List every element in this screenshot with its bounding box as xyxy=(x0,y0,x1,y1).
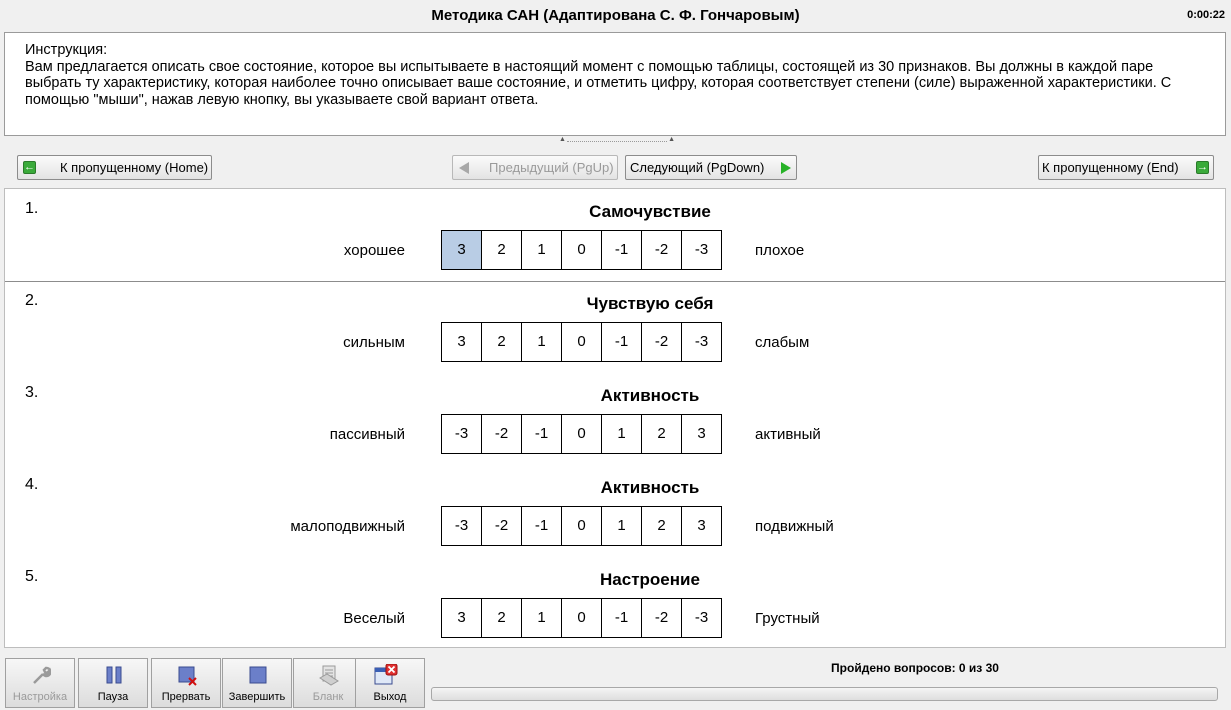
question-title: Активность xyxy=(600,386,700,405)
left-pole-label: сильным xyxy=(343,334,405,351)
page-title: Методика САН (Адаптирована С. Ф. Гончаровым) xyxy=(431,7,800,24)
finish-button[interactable] xyxy=(222,658,292,708)
question-2 xyxy=(5,281,1225,373)
left-pole-label: пассивный xyxy=(329,426,405,443)
instruction-text: Вам предлагается описать свое состояние, которое вы испытываете в настоящий момент с помощью таблицы, состоящей из 30 признаков. Вы должны в каждой паре выбрать ту характеристику, которая наиболее точно описывает ваше состояние, и отметить цифру, которая соответствует степени (силе) выраженной характеристики. С помощью "мыши", нажав левую кнопку, вы указываете свой вариант ответа. xyxy=(25,58,1172,108)
scale-option[interactable]: 2 xyxy=(482,598,522,638)
arrow-left-icon xyxy=(23,161,36,174)
prev-button[interactable] xyxy=(452,155,618,180)
scale-option[interactable]: 1 xyxy=(602,414,642,454)
skip-end-button[interactable] xyxy=(1038,155,1214,180)
scale-option[interactable]: -2 xyxy=(642,230,682,270)
scale-option[interactable]: 3 xyxy=(442,598,482,638)
right-pole-label: активный xyxy=(755,426,821,443)
question-number: 3. xyxy=(25,384,39,401)
settings-button[interactable] xyxy=(5,658,75,708)
scale-option[interactable]: -1 xyxy=(522,506,562,546)
timer: 0:00:22 xyxy=(1187,9,1225,21)
pause-label: Пауза xyxy=(97,691,129,703)
scale-option[interactable]: 1 xyxy=(522,598,562,638)
scale-option[interactable]: 3 xyxy=(442,322,482,362)
scale-option[interactable]: 0 xyxy=(562,506,602,546)
scale-option[interactable]: 1 xyxy=(522,322,562,362)
skip-end-label: К пропущенному (End) xyxy=(1042,160,1179,175)
stop-icon xyxy=(248,664,268,686)
rating-scale xyxy=(441,598,722,638)
scale-option[interactable]: -1 xyxy=(602,230,642,270)
question-1 xyxy=(5,189,1225,282)
scale-option[interactable]: 2 xyxy=(482,322,522,362)
question-4 xyxy=(5,465,1225,557)
rating-scale xyxy=(441,506,722,546)
splitter-up-icon: ▲ xyxy=(559,136,566,143)
left-pole-label: Веселый xyxy=(343,610,405,627)
question-number: 2. xyxy=(25,292,39,309)
scale-option[interactable]: 3 xyxy=(442,230,482,270)
exit-label: Выход xyxy=(373,691,407,703)
scale-option[interactable]: -2 xyxy=(642,598,682,638)
right-pole-label: Грустный xyxy=(755,610,820,627)
exit-window-icon xyxy=(374,664,398,686)
scale-option[interactable]: -2 xyxy=(482,414,522,454)
rating-scale xyxy=(441,230,722,270)
question-5 xyxy=(5,557,1225,648)
scale-option[interactable]: 0 xyxy=(562,322,602,362)
skip-home-button[interactable] xyxy=(17,155,212,180)
scale-option[interactable]: 1 xyxy=(522,230,562,270)
arrow-left-icon xyxy=(459,162,469,174)
arrow-right-icon xyxy=(1196,161,1209,174)
right-pole-label: подвижный xyxy=(755,518,834,535)
progress-label: Пройдено вопросов: 0 из 30 xyxy=(831,661,999,675)
scale-option[interactable]: -2 xyxy=(642,322,682,362)
question-title: Самочувствие xyxy=(589,202,711,221)
scale-option[interactable]: 3 xyxy=(682,414,722,454)
question-title: Настроение xyxy=(600,570,700,589)
scale-option[interactable]: -1 xyxy=(602,322,642,362)
title-bar xyxy=(0,0,1231,32)
right-pole-label: плохое xyxy=(755,242,805,259)
question-number: 4. xyxy=(25,476,39,493)
instruction-panel xyxy=(4,32,1226,136)
scale-option[interactable]: -3 xyxy=(442,506,482,546)
scale-option[interactable]: 3 xyxy=(682,506,722,546)
scale-option[interactable]: -3 xyxy=(682,230,722,270)
finish-label: Завершить xyxy=(228,691,286,703)
scale-option[interactable]: 1 xyxy=(602,506,642,546)
arrow-right-icon xyxy=(781,162,791,174)
abort-button[interactable] xyxy=(151,658,221,708)
right-pole-label: слабым xyxy=(755,334,810,351)
question-3 xyxy=(5,373,1225,465)
scale-option[interactable]: -3 xyxy=(442,414,482,454)
prev-label: Предыдущий (PgUp) xyxy=(489,160,614,175)
scale-option[interactable]: -1 xyxy=(602,598,642,638)
scale-option[interactable]: 2 xyxy=(642,414,682,454)
progress-bar xyxy=(431,687,1218,701)
abort-label: Прервать xyxy=(161,691,211,703)
pause-button[interactable] xyxy=(78,658,148,708)
scale-option[interactable]: 2 xyxy=(642,506,682,546)
left-pole-label: малоподвижный xyxy=(290,518,405,535)
next-button[interactable] xyxy=(625,155,797,180)
scale-option[interactable]: 0 xyxy=(562,230,602,270)
form-button[interactable] xyxy=(293,658,363,708)
question-title: Чувствую себя xyxy=(586,294,714,313)
scale-option[interactable]: 2 xyxy=(482,230,522,270)
next-label: Следующий (PgDown) xyxy=(630,160,765,175)
questions-area xyxy=(4,188,1226,648)
scale-option[interactable]: -1 xyxy=(522,414,562,454)
scale-option[interactable]: -2 xyxy=(482,506,522,546)
form-icon xyxy=(319,664,339,686)
left-pole-label: хорошее xyxy=(343,242,405,259)
stop-cancel-icon xyxy=(177,664,197,686)
scale-option[interactable]: 0 xyxy=(562,414,602,454)
exit-button[interactable] xyxy=(355,658,425,708)
instruction-heading: Инструкция: xyxy=(25,42,108,58)
question-number: 5. xyxy=(25,568,39,585)
question-number: 1. xyxy=(25,200,39,217)
skip-home-label: К пропущенному (Home) xyxy=(60,160,209,175)
panel-splitter[interactable] xyxy=(559,138,675,146)
rating-scale xyxy=(441,414,722,454)
scale-option[interactable]: -3 xyxy=(682,598,722,638)
form-label: Бланк xyxy=(312,691,344,703)
rating-scale xyxy=(441,322,722,362)
question-title: Активность xyxy=(600,478,700,497)
settings-label: Настройка xyxy=(12,691,68,703)
splitter-up-icon: ▲ xyxy=(668,136,675,143)
scale-option[interactable]: -3 xyxy=(682,322,722,362)
wrench-icon xyxy=(31,664,51,686)
scale-option[interactable]: 0 xyxy=(562,598,602,638)
pause-icon xyxy=(104,664,124,686)
